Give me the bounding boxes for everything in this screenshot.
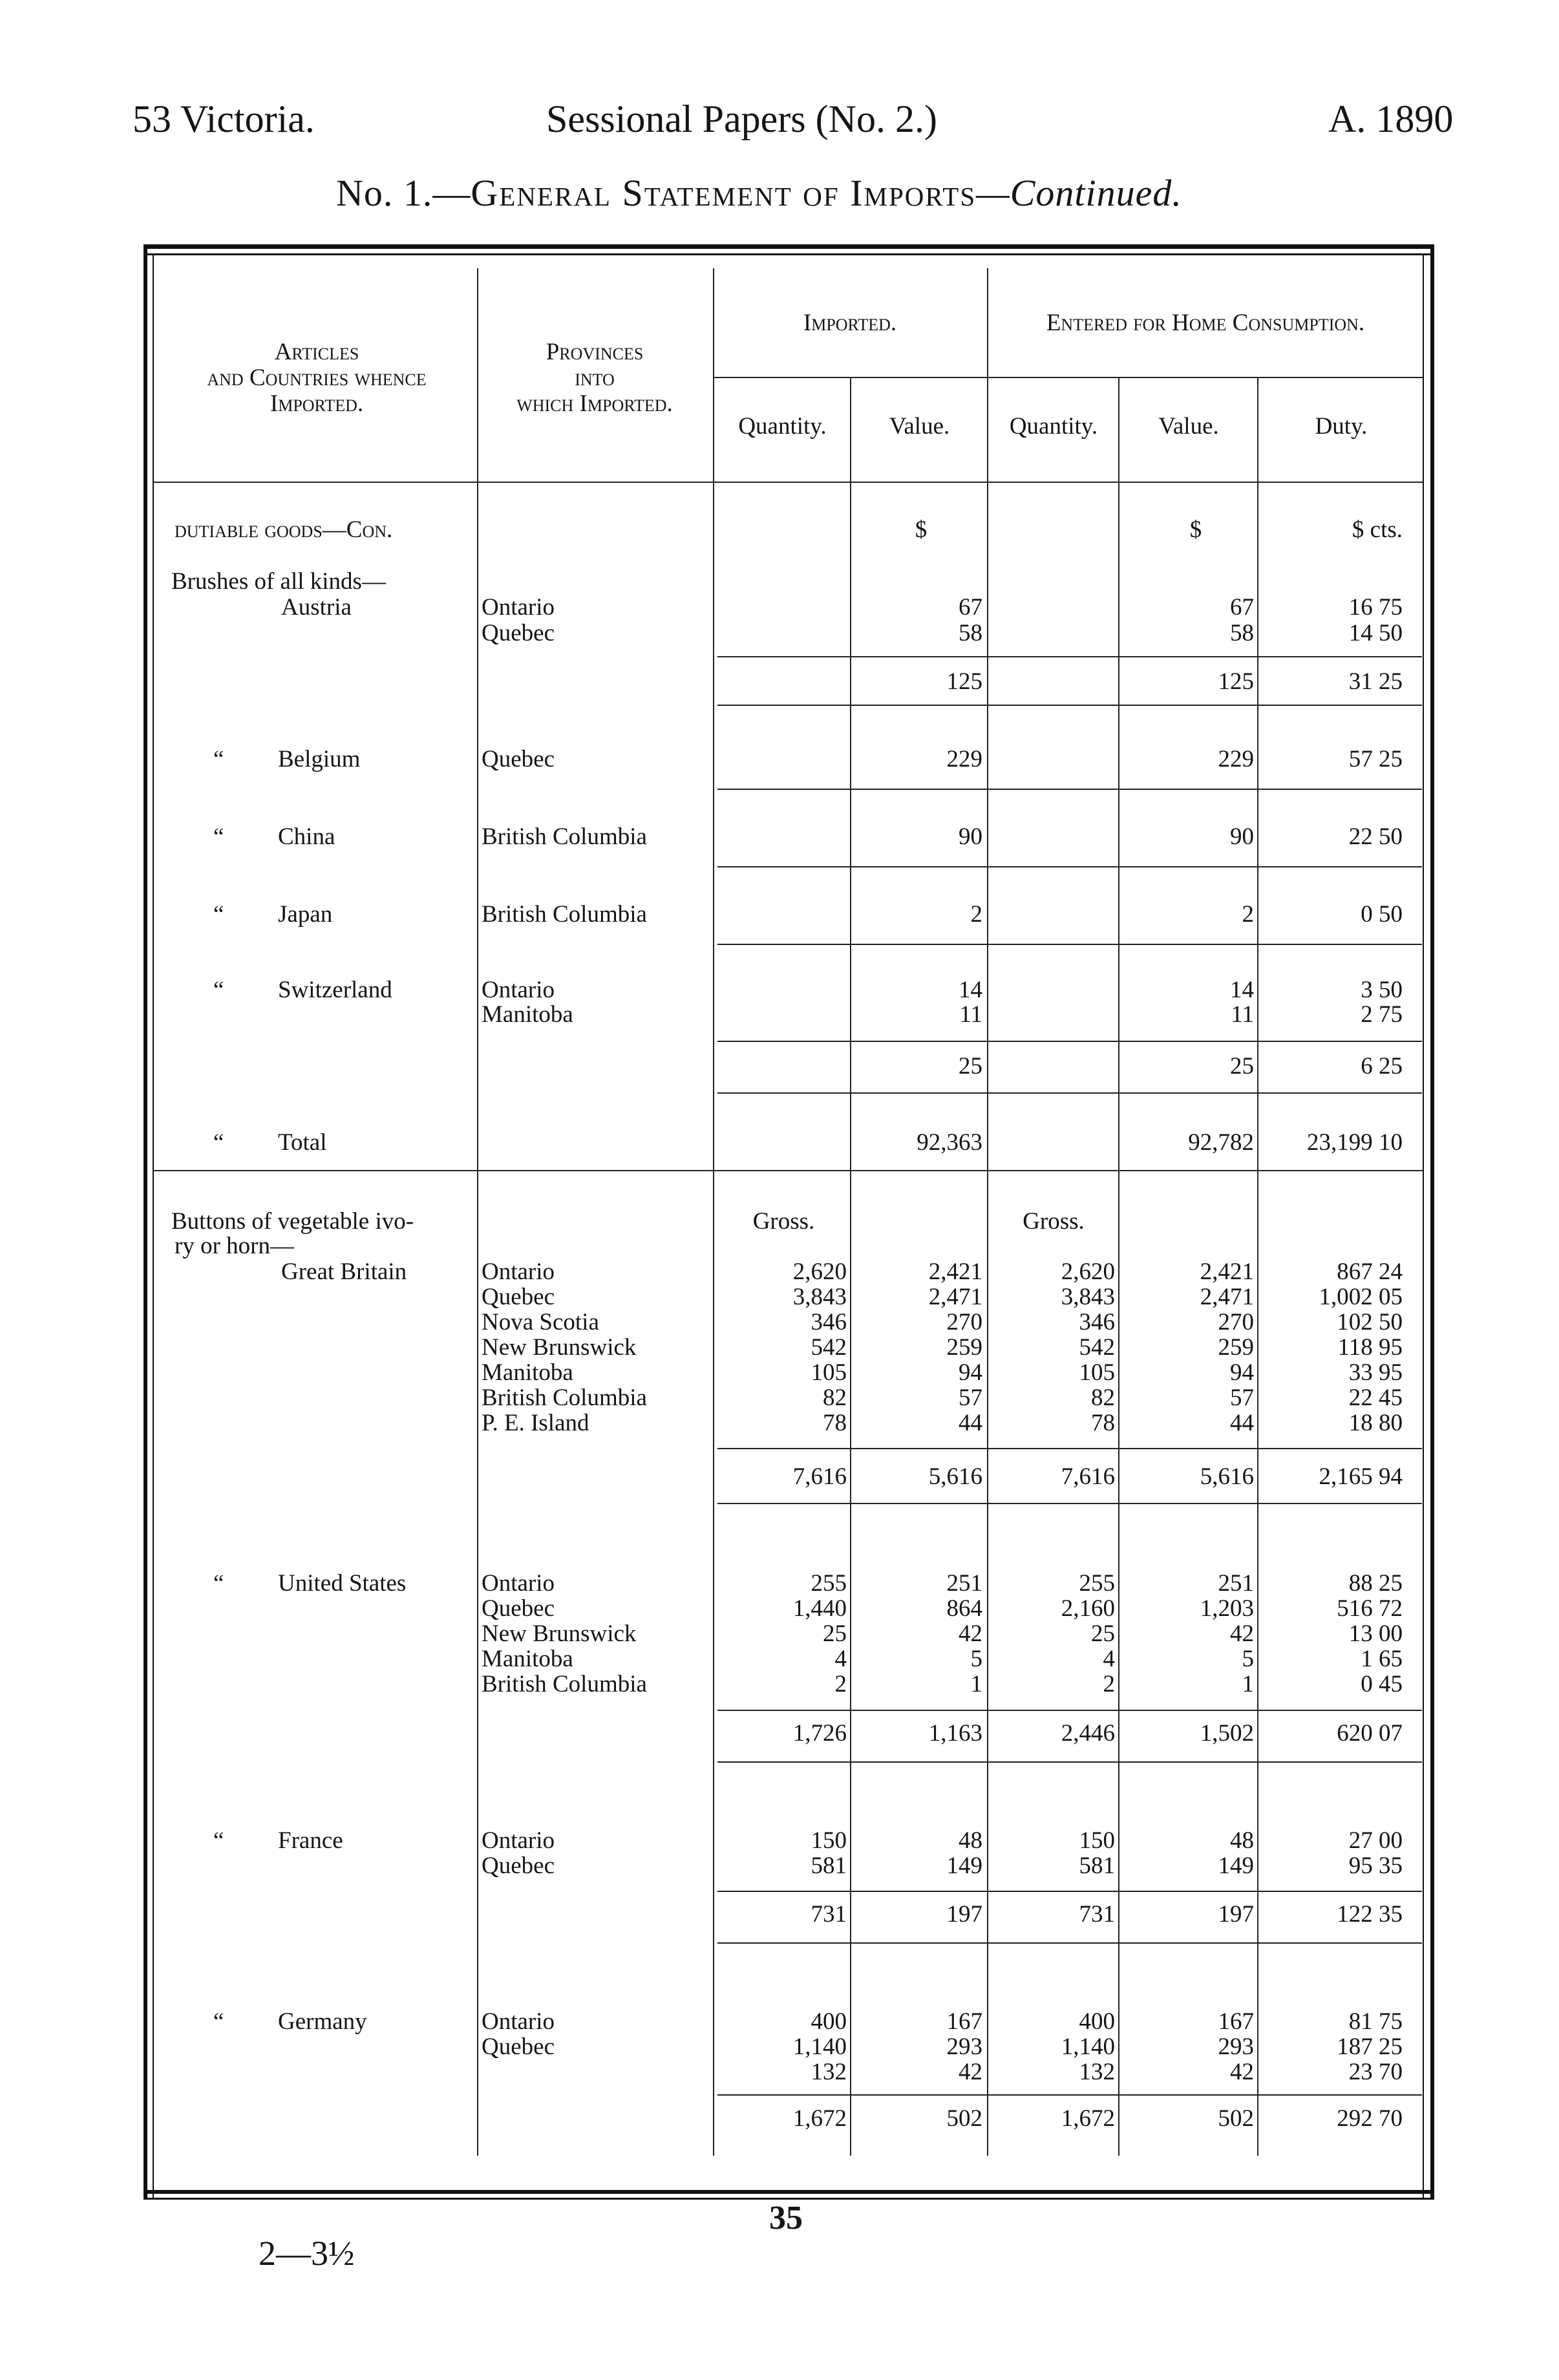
- value-cell: 48: [959, 1827, 982, 1854]
- country-japan: Japan: [278, 901, 333, 928]
- subtotal-qty2: 7,616: [1061, 1463, 1115, 1490]
- province: Quebec: [482, 2034, 555, 2060]
- subtotal-rule: [717, 1041, 1422, 1042]
- subtotal-value2: 5,616: [1200, 1463, 1254, 1490]
- duty-cell: 102 50: [1337, 1309, 1403, 1335]
- subtotal-qty2: 2,446: [1061, 1720, 1115, 1747]
- value2-cell: 42: [1230, 2059, 1254, 2085]
- brushes-title: Brushes of all kinds—: [171, 568, 386, 595]
- qty2-cell: 2: [1103, 1671, 1115, 1697]
- country-austria: Austria: [281, 594, 352, 621]
- col-rule-quantity2: [1118, 378, 1119, 2156]
- frame-top-rule-inner: [143, 253, 1434, 255]
- qty-cell: 255: [811, 1570, 847, 1597]
- value-cell: 67: [1230, 594, 1254, 621]
- province: British Columbia: [482, 823, 647, 850]
- value-cell: 251: [946, 1570, 982, 1597]
- province: Quebec: [482, 1284, 555, 1310]
- subtotal-qty2: 1,672: [1061, 2105, 1115, 2132]
- province: New Brunswick: [482, 1620, 637, 1647]
- subtotal-duty: 31 25: [1348, 668, 1403, 695]
- duty-cell: 57 25: [1348, 746, 1403, 772]
- qty-cell: 346: [811, 1309, 847, 1335]
- qty2-cell: 105: [1079, 1359, 1115, 1386]
- duty-cell: 187 25: [1337, 2034, 1403, 2060]
- province: Ontario: [482, 594, 555, 621]
- qty2-cell: 2,620: [1061, 1259, 1115, 1285]
- duty-cell: 0 50: [1361, 901, 1403, 928]
- ditto-mark: “: [213, 823, 224, 850]
- province: Manitoba: [482, 1001, 573, 1028]
- value-cell: 2: [1242, 901, 1254, 928]
- value-cell: 11: [959, 1001, 982, 1028]
- province: Quebec: [482, 1595, 555, 1622]
- qty-cell: 150: [811, 1827, 847, 1854]
- subtotal-rule: [717, 656, 1422, 657]
- qty-cell: 1,140: [792, 2034, 847, 2060]
- value2-cell: 42: [1230, 1620, 1254, 1647]
- duty-cell: 2 75: [1361, 1001, 1403, 1028]
- duty-cell: 33 95: [1348, 1359, 1403, 1386]
- col-rule-articles: [477, 268, 478, 2156]
- qty2-cell: 3,843: [1061, 1284, 1115, 1310]
- duty-cell: 13 00: [1348, 1620, 1403, 1647]
- province: Ontario: [482, 1259, 555, 1285]
- duty-cell: 23 70: [1348, 2059, 1403, 2085]
- duty-cell: 867 24: [1337, 1259, 1403, 1285]
- subtotal-value2: 197: [1218, 1901, 1254, 1928]
- frame-bottom-rule: [143, 2190, 1434, 2194]
- unit-gross: Gross.: [752, 1208, 815, 1235]
- qty-cell: 78: [823, 1410, 847, 1436]
- col-rule-value2: [1257, 378, 1258, 2156]
- subtotal-qty: 1,726: [792, 1720, 847, 1747]
- col-articles-line2: and Countries whence: [207, 365, 427, 391]
- qty-cell: 2,620: [792, 1259, 847, 1285]
- value2-cell: 259: [1218, 1334, 1254, 1361]
- qty2-cell: 542: [1079, 1334, 1115, 1361]
- col-provinces-line3: which Imported.: [516, 390, 673, 417]
- value-cell: 2,471: [928, 1284, 982, 1310]
- duty-cell: 18 80: [1348, 1410, 1403, 1436]
- province: Manitoba: [482, 1646, 573, 1672]
- unit-gross2: Gross.: [1023, 1208, 1085, 1235]
- qty-cell: 3,843: [792, 1284, 847, 1310]
- value-cell: 229: [1218, 746, 1254, 772]
- value-cell: 2,421: [928, 1259, 982, 1285]
- value2-cell: 293: [1218, 2034, 1254, 2060]
- country-belgium: Belgium: [278, 746, 361, 772]
- header-bottom-rule: [154, 482, 1423, 483]
- col-value2: Value.: [1158, 413, 1219, 440]
- total-rule: [154, 1170, 1423, 1171]
- qty-cell: 82: [823, 1385, 847, 1411]
- col-articles-line3: Imported.: [270, 390, 364, 417]
- value-cell: 67: [959, 594, 982, 621]
- province: Manitoba: [482, 1359, 573, 1386]
- title-prefix: No. 1.—: [336, 172, 471, 214]
- subtotal-value: 25: [959, 1053, 982, 1079]
- subtotal-duty: 292 70: [1337, 2105, 1403, 2132]
- value2-cell: 270: [1218, 1309, 1254, 1335]
- value2-cell: 1,203: [1200, 1595, 1254, 1622]
- qty2-cell: 150: [1079, 1827, 1115, 1854]
- col-quantity: Quantity.: [738, 413, 827, 440]
- qty2-cell: 82: [1091, 1385, 1115, 1411]
- value-cell: 94: [959, 1359, 982, 1386]
- duty-cell: 1,002 05: [1319, 1284, 1403, 1310]
- row-rule: [717, 1942, 1422, 1944]
- country-china: China: [278, 823, 335, 850]
- duty-cell: 14 50: [1348, 620, 1403, 646]
- page-title: [336, 171, 1182, 215]
- qty-cell: 400: [811, 2008, 847, 2035]
- value-cell: 90: [1230, 823, 1254, 850]
- value-cell: 58: [959, 620, 982, 646]
- subtotal-rule: [717, 2094, 1422, 2096]
- row-rule: [717, 789, 1422, 790]
- page-number: 35: [769, 2200, 803, 2237]
- value-cell: 44: [959, 1410, 982, 1436]
- province: New Brunswick: [482, 1334, 637, 1361]
- country-france: France: [278, 1827, 343, 1854]
- header-center: Sessional Papers (No. 2.): [546, 98, 937, 140]
- unit-value: $: [915, 516, 928, 543]
- qty2-cell: 132: [1079, 2059, 1115, 2085]
- unit-duty: $ cts.: [1352, 516, 1403, 543]
- value-cell: 11: [1231, 1001, 1254, 1028]
- duty-cell: 16 75: [1348, 594, 1403, 621]
- title-main: General Statement of Imports: [471, 172, 977, 214]
- col-provinces-line1: Provinces: [546, 339, 644, 365]
- qty2-cell: 346: [1079, 1309, 1115, 1335]
- qty-cell: 25: [823, 1620, 847, 1647]
- value2-cell: 57: [1230, 1385, 1254, 1411]
- country-germany: Germany: [278, 2008, 367, 2035]
- row-rule: [717, 1092, 1422, 1094]
- duty-cell: 1 65: [1361, 1646, 1403, 1672]
- ditto-mark: “: [213, 1129, 224, 1156]
- province: Nova Scotia: [482, 1309, 599, 1335]
- province: Ontario: [482, 1827, 555, 1854]
- frame-right-rule: [1430, 244, 1434, 2200]
- qty2-cell: 581: [1079, 1853, 1115, 1879]
- frame-right-rule-inner: [1423, 253, 1424, 2199]
- province: Ontario: [482, 1570, 555, 1597]
- qty2-cell: 78: [1091, 1410, 1115, 1436]
- ditto-mark: “: [213, 2008, 224, 2035]
- province: Quebec: [482, 620, 555, 646]
- subtotal-value: 197: [946, 1901, 982, 1928]
- subtotal-value: 1,163: [928, 1720, 982, 1747]
- frame-left-rule: [143, 244, 147, 2200]
- col-value: Value.: [889, 413, 950, 440]
- col-entered: Entered for Home Consumption.: [1046, 310, 1365, 336]
- row-rule: [717, 1503, 1422, 1504]
- unit-value2: $: [1189, 516, 1202, 543]
- qty-cell: 105: [811, 1359, 847, 1386]
- value-cell: 270: [946, 1309, 982, 1335]
- frame-top-rule: [143, 244, 1434, 249]
- subtotal-duty: 122 35: [1337, 1901, 1403, 1928]
- value2-cell: 2,471: [1200, 1284, 1254, 1310]
- col-duty: Duty.: [1315, 413, 1368, 440]
- total-value2: 92,782: [1188, 1129, 1254, 1156]
- section-label: dutiable goods—Con.: [175, 516, 393, 543]
- value-cell: 2: [970, 901, 982, 928]
- buttons-title-line2: ry or horn—: [175, 1233, 294, 1259]
- qty2-cell: 255: [1079, 1570, 1115, 1597]
- value-cell: 14: [959, 977, 982, 1003]
- value-cell: 167: [946, 2008, 982, 2035]
- value-cell: 90: [959, 823, 982, 850]
- value-cell: 57: [959, 1385, 982, 1411]
- col-rule-value: [987, 268, 988, 2156]
- subtotal-qty2: 731: [1079, 1901, 1115, 1928]
- title-suffix: —Continued.: [976, 172, 1182, 214]
- duty-cell: 0 45: [1361, 1671, 1403, 1697]
- value2-cell: 94: [1230, 1359, 1254, 1386]
- qty-cell: 2: [834, 1671, 847, 1697]
- qty-cell: 132: [811, 2059, 847, 2085]
- header-right: A. 1890: [1328, 98, 1454, 140]
- subtotal-rule: [717, 1710, 1422, 1711]
- value2-cell: 2,421: [1200, 1259, 1254, 1285]
- duty-cell: 516 72: [1337, 1595, 1403, 1622]
- qty2-cell: 25: [1091, 1620, 1115, 1647]
- col-quantity2: Quantity.: [1009, 413, 1098, 440]
- value-cell: 293: [946, 2034, 982, 2060]
- qty-cell: 542: [811, 1334, 847, 1361]
- value2-cell: 1: [1242, 1671, 1254, 1697]
- qty2-cell: 1,140: [1061, 2034, 1115, 2060]
- subtotal-duty: 6 25: [1361, 1053, 1403, 1079]
- value-cell: 864: [946, 1595, 982, 1622]
- subtotal-value: 5,616: [928, 1463, 982, 1490]
- province: British Columbia: [482, 901, 647, 928]
- value2-cell: 251: [1218, 1570, 1254, 1597]
- col-provinces-line2: into: [575, 365, 615, 391]
- qty-cell: 1,440: [792, 1595, 847, 1622]
- country-united-states: United States: [278, 1570, 407, 1597]
- col-rule-quantity: [850, 378, 851, 2156]
- subtotal-rule: [717, 1448, 1422, 1449]
- buttons-title-line1: Buttons of vegetable ivo-: [171, 1208, 414, 1235]
- value2-cell: 44: [1230, 1410, 1254, 1436]
- row-rule: [717, 866, 1422, 867]
- province: Quebec: [482, 1853, 555, 1879]
- country-great-britain: Great Britain: [281, 1259, 407, 1285]
- value-cell: 229: [946, 746, 982, 772]
- country-switzerland: Switzerland: [278, 977, 392, 1003]
- col-imported: Imported.: [803, 310, 897, 336]
- qty-cell: 4: [834, 1646, 847, 1672]
- row-rule: [717, 705, 1422, 706]
- subtotal-qty: 731: [811, 1901, 847, 1928]
- header-left: 53 Victoria.: [133, 98, 315, 140]
- value2-cell: 167: [1218, 2008, 1254, 2035]
- duty-cell: 95 35: [1348, 1853, 1403, 1879]
- duty-cell: 3 50: [1361, 977, 1403, 1003]
- row-rule: [717, 1761, 1422, 1763]
- value2-cell: 48: [1230, 1827, 1254, 1854]
- total-value: 92,363: [917, 1129, 982, 1156]
- province: British Columbia: [482, 1385, 647, 1411]
- value2-cell: 149: [1218, 1853, 1254, 1879]
- province: Ontario: [482, 2008, 555, 2035]
- duty-cell: 22 45: [1348, 1385, 1403, 1411]
- province: P. E. Island: [482, 1410, 589, 1436]
- row-rule: [717, 944, 1422, 945]
- subtotal-qty: 1,672: [792, 2105, 847, 2132]
- ditto-mark: “: [213, 1570, 224, 1597]
- subtotal-value2: 1,502: [1200, 1720, 1254, 1747]
- ditto-mark: “: [213, 901, 224, 928]
- subtotal-value2: 25: [1230, 1053, 1254, 1079]
- duty-cell: 88 25: [1348, 1570, 1403, 1597]
- value-cell: 58: [1230, 620, 1254, 646]
- subtotal-value: 125: [946, 668, 982, 695]
- province: Ontario: [482, 977, 555, 1003]
- subtotal-value: 502: [946, 2105, 982, 2132]
- ditto-mark: “: [213, 977, 224, 1003]
- value-cell: 14: [1230, 977, 1254, 1003]
- subtotal-rule: [717, 1891, 1422, 1892]
- total-duty: 23,199 10: [1307, 1129, 1403, 1156]
- duty-cell: 27 00: [1348, 1827, 1403, 1854]
- header-subrule: [713, 377, 1423, 378]
- province: British Columbia: [482, 1671, 647, 1697]
- duty-cell: 81 75: [1348, 2008, 1403, 2035]
- value-cell: 1: [970, 1671, 982, 1697]
- subtotal-value2: 125: [1218, 668, 1254, 695]
- value2-cell: 5: [1242, 1646, 1254, 1672]
- value-cell: 42: [959, 1620, 982, 1647]
- frame-left-rule-inner: [153, 253, 154, 2199]
- duty-cell: 22 50: [1348, 823, 1403, 850]
- qty2-cell: 400: [1079, 2008, 1115, 2035]
- value-cell: 5: [970, 1646, 982, 1672]
- duty-cell: 118 95: [1337, 1334, 1403, 1361]
- ditto-mark: “: [213, 1827, 224, 1854]
- province: Quebec: [482, 746, 555, 772]
- value-cell: 259: [946, 1334, 982, 1361]
- value-cell: 149: [946, 1853, 982, 1879]
- value-cell: 42: [959, 2059, 982, 2085]
- qty2-cell: 4: [1103, 1646, 1115, 1672]
- signature-mark: 2—3½: [259, 2234, 355, 2273]
- subtotal-qty: 7,616: [792, 1463, 847, 1490]
- total-label: Total: [278, 1129, 327, 1156]
- qty-cell: 581: [811, 1853, 847, 1879]
- subtotal-duty: 620 07: [1337, 1720, 1403, 1747]
- subtotal-duty: 2,165 94: [1319, 1463, 1403, 1490]
- ditto-mark: “: [213, 746, 224, 772]
- subtotal-value2: 502: [1218, 2105, 1254, 2132]
- qty2-cell: 2,160: [1061, 1595, 1115, 1622]
- col-rule-provinces: [713, 268, 714, 2156]
- col-articles-line1: Articles: [274, 339, 359, 365]
